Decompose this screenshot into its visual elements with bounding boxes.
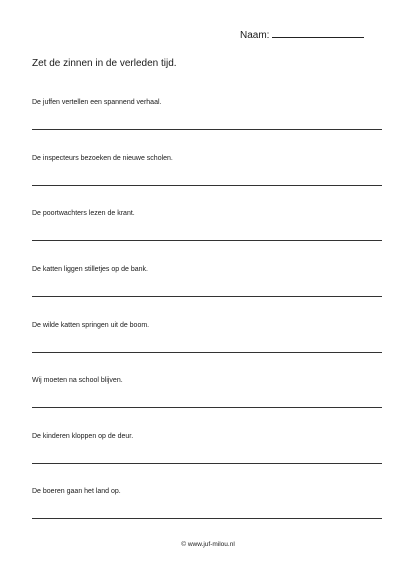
exercise-sentence: Wij moeten na school blijven. (32, 377, 123, 384)
answer-line[interactable] (32, 463, 382, 464)
exercise-item (32, 98, 382, 107)
exercise-item (32, 321, 382, 330)
exercise-sentence: De poortwachters lezen de krant. (32, 210, 135, 217)
answer-line[interactable] (32, 407, 382, 408)
exercise-sentence: De boeren gaan het land op. (32, 488, 121, 495)
exercise-item (32, 432, 382, 441)
answer-line[interactable] (32, 185, 382, 186)
name-field (240, 28, 364, 41)
page-title: Zet de zinnen in de verleden tijd. (32, 58, 177, 69)
exercise-sentence: De kinderen kloppen op de deur. (32, 433, 134, 440)
answer-line[interactable] (32, 296, 382, 297)
answer-line[interactable] (32, 129, 382, 130)
answer-line[interactable] (32, 352, 382, 353)
exercise-sentence: De juffen vertellen een spannend verhaal. (32, 99, 162, 106)
answer-line[interactable] (32, 518, 382, 519)
exercise-sentence: De katten liggen stilletjes op de bank. (32, 266, 148, 273)
name-blank-line[interactable] (272, 28, 364, 38)
exercise-item (32, 376, 382, 385)
name-label: Naam: (240, 30, 270, 41)
answer-line[interactable] (32, 240, 382, 241)
exercise-sentence: De wilde katten springen uit de boom. (32, 322, 150, 329)
exercise-item (32, 265, 382, 274)
footer-copyright: © www.juf-milou.nl (181, 541, 235, 548)
exercise-item (32, 154, 382, 163)
exercise-sentence: De inspecteurs bezoeken de nieuwe scholen. (32, 155, 173, 162)
exercise-item (32, 487, 382, 496)
exercise-item (32, 209, 382, 218)
